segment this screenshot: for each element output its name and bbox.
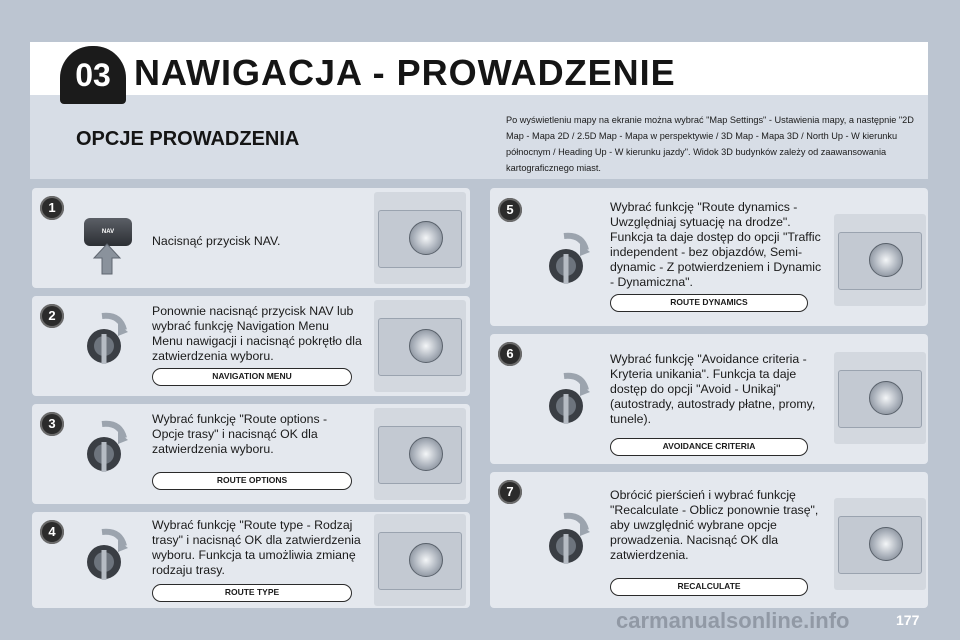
page-number: 177	[896, 612, 920, 628]
radio-dial	[409, 437, 443, 471]
page-title: NAWIGACJA - PROWADZENIE	[134, 52, 676, 93]
step-text-3: Wybrać funkcję "Route options - Opcje trasy" i nacisnąć OK dla zatwierdzenia wyboru.	[152, 412, 328, 456]
radio-unit-7	[834, 498, 926, 590]
intro-text: Po wyświetleniu mapy na ekranie można wybrać "Map Settings" - Ustawienia mapy, a następnie "2D Map - Mapa 2D / 2.5D Map - Mapa w perspektywie / 3D Map - Mapa 3D / North Up - W kierunku północnym / Heading Up - W kierunku jazdy". Widok 3D budynków zależy od zaawansowania kartograficznego miast.	[506, 115, 914, 173]
step-text-1: Nacisnąć przycisk NAV.	[152, 234, 281, 248]
nav-button: NAV	[84, 218, 132, 246]
radio-unit-6	[834, 352, 926, 444]
radio-panel	[378, 318, 462, 376]
radio-panel	[838, 516, 922, 574]
radio-unit-5	[834, 214, 926, 306]
radio-dial	[409, 543, 443, 577]
menu-label-6: AVOIDANCE CRITERIA	[610, 438, 808, 456]
rotary-knob-icon	[72, 414, 132, 474]
watermark: carmanualsonline.info	[616, 608, 850, 633]
radio-unit-2	[374, 300, 466, 392]
radio-panel	[838, 232, 922, 290]
chapter-number: 03	[60, 46, 126, 104]
rotary-knob-icon	[72, 522, 132, 582]
radio-panel	[838, 370, 922, 428]
step-number-7: 7	[498, 480, 522, 504]
step-text-4: Wybrać funkcję "Route type - Rodzaj trasy" i nacisnąć OK dla zatwierdzenia wyboru. Funkcja ta umożliwia zmianę rodzaju trasy.	[152, 518, 361, 577]
radio-unit-3	[374, 408, 466, 500]
step-number-6: 6	[498, 342, 522, 366]
step-text-5: Wybrać funkcję "Route dynamics - Uwzględniaj sytuację na drodze". Funkcja ta daje dostęp do opcji "Traffic independent - bez objazdów, Semi-dynamic - Z potwierdzeniem i Dynamic - Dynamiczna".	[610, 200, 822, 289]
radio-dial	[869, 527, 903, 561]
rotary-knob-icon	[534, 226, 594, 286]
step-text-6: Wybrać funkcję "Avoidance criteria - Kryteria unikania". Funkcja ta daje dostęp do opcji "Avoid - Unikaj" (autostrady, autostrady płatne, promy, tunele).	[610, 352, 816, 426]
press-arrow-icon	[92, 242, 122, 276]
rotary-knob-icon	[534, 366, 594, 426]
menu-label-7: RECALCULATE	[610, 578, 808, 596]
menu-label-5: ROUTE DYNAMICS	[610, 294, 808, 312]
menu-label-3: ROUTE OPTIONS	[152, 472, 352, 490]
menu-label-2: NAVIGATION MENU	[152, 368, 352, 386]
step-number-3: 3	[40, 412, 64, 436]
step-text-2: Ponownie nacisnąć przycisk NAV lub wybrać funkcję Navigation Menu Menu nawigacji i nacisnąć pokrętło dla zatwierdzenia wyboru.	[152, 304, 362, 363]
rotary-knob-icon	[72, 306, 132, 366]
rotary-knob-icon	[534, 506, 594, 566]
section-title: OPCJE PROWADZENIA	[76, 128, 300, 150]
step-number-5: 5	[498, 198, 522, 222]
radio-panel	[378, 426, 462, 484]
radio-panel	[378, 532, 462, 590]
radio-unit-1	[374, 192, 466, 284]
radio-panel	[378, 210, 462, 268]
radio-dial	[869, 381, 903, 415]
menu-label-4: ROUTE TYPE	[152, 584, 352, 602]
radio-dial	[409, 221, 443, 255]
step-number-4: 4	[40, 520, 64, 544]
radio-unit-4	[374, 514, 466, 606]
step-number-1: 1	[40, 196, 64, 220]
radio-dial	[869, 243, 903, 277]
step-text-7: Obrócić pierścień i wybrać funkcję "Recalculate - Oblicz ponownie trasę", aby uwzględnić wybrane opcje prowadzenia. Nacisnąć OK dla zatwierdzenia.	[610, 488, 819, 562]
step-number-2: 2	[40, 304, 64, 328]
radio-dial	[409, 329, 443, 363]
